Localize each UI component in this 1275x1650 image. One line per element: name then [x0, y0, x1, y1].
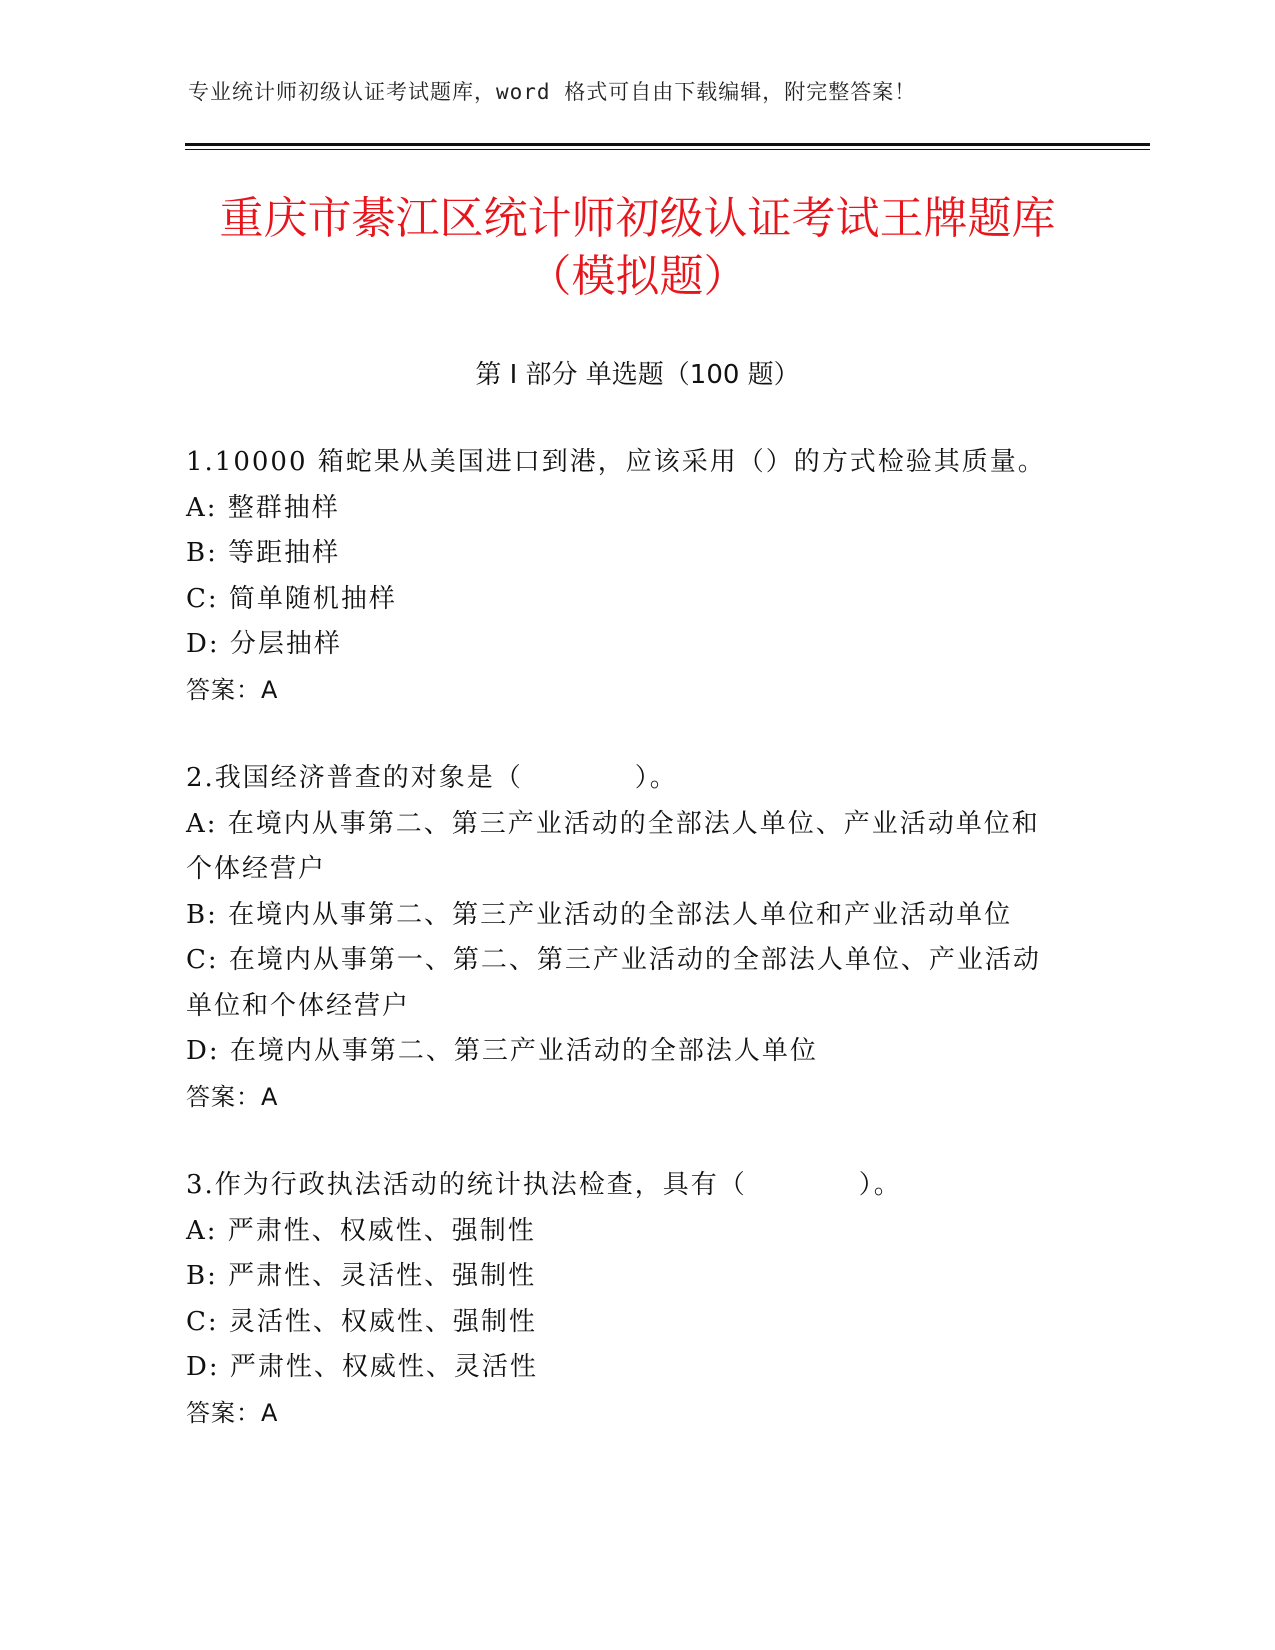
option-b: B: 等距抽样 [186, 538, 341, 568]
answer: 答案：A [186, 675, 279, 704]
document-title [150, 190, 1125, 306]
answer: 答案：A [186, 1082, 279, 1111]
header-note: 专业统计师初级认证考试题库，word 格式可自由下载编辑，附完整答案！ [188, 80, 917, 104]
option-d: D: 严肃性、权威性、灵活性 [186, 1352, 538, 1382]
option-d: D: 在境内从事第二、第三产业活动的全部法人单位 [186, 1036, 818, 1066]
option-c: C: 在境内从事第一、第二、第三产业活动的全部法人单位、产业活动单位和个体经营户 [186, 945, 1041, 1021]
question-2 [186, 756, 1066, 1120]
question-stem: 3.作为行政执法活动的统计执法检查，具有（ ）。 [186, 1170, 902, 1200]
option-c: C: 灵活性、权威性、强制性 [186, 1306, 537, 1337]
answer: 答案：A [186, 1398, 279, 1427]
option-d: D: 分层抽样 [186, 629, 342, 659]
question-list [186, 440, 1066, 1479]
option-a: A: 整群抽样 [186, 492, 340, 523]
option-a: A: 严肃性、权威性、强制性 [186, 1215, 536, 1246]
question-3 [186, 1163, 1066, 1436]
section-heading: 第 I 部分 单选题（100 题） [475, 360, 800, 390]
option-a: A: 在境内从事第二、第三产业活动的全部法人单位、产业活动单位和个体经营户 [186, 808, 1040, 884]
option-b: B: 严肃性、灵活性、强制性 [186, 1261, 537, 1291]
title-line-2: （模拟题） [527, 251, 748, 302]
question-1 [186, 440, 1066, 713]
option-b: B: 在境内从事第二、第三产业活动的全部法人单位和产业活动单位 [186, 899, 1013, 930]
option-c: C: 简单随机抽样 [186, 583, 397, 614]
header-rule-thin [185, 149, 1150, 150]
question-stem: 1.10000 箱蛇果从美国进口到港，应该采用（）的方式检验其质量。 [186, 447, 1046, 477]
question-stem: 2.我国经济普查的对象是（ ）。 [186, 763, 678, 793]
header-rule-thick [185, 143, 1150, 146]
title-line-1: 重庆市綦江区统计师初级认证考试王牌题库 [219, 193, 1056, 244]
